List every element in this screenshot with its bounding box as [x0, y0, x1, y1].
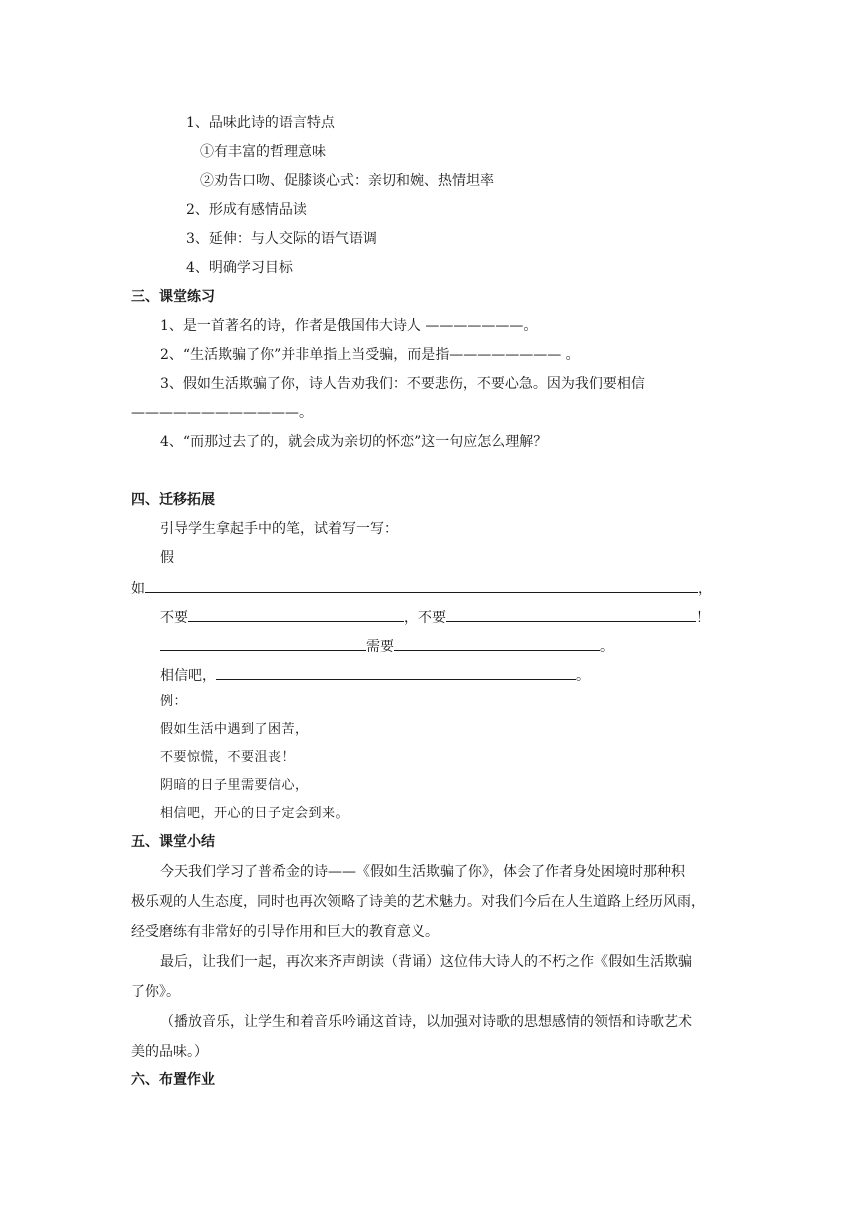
summary-p2-line-1: 最后，让我们一起，再次来齐声朗读（背诵）这位伟大诗人的不朽之作《假如生活欺骗	[160, 954, 692, 970]
summary-p1-line-1: 今天我们学习了普希金的诗——《假如生活欺骗了你》，体会了作者身处困境时那种积	[160, 864, 685, 880]
fill-blank-2[interactable]	[188, 606, 404, 622]
fill-blank-5[interactable]	[394, 635, 600, 651]
sub-item-2: ②劝告口吻、促膝谈心式：亲切和婉、热情坦率	[200, 173, 494, 189]
poem-fill-period-2: 。	[576, 668, 590, 684]
list-item-1: 1、品味此诗的语言特点	[186, 115, 335, 131]
fill-blank-6[interactable]	[216, 664, 576, 680]
exercise-question-4: 4、“而那过去了的，就会成为亲切的怀恋”这一句应怎么理解？	[160, 434, 548, 450]
example-line-1: 假如生活中遇到了困苦，	[160, 722, 309, 737]
example-label: 例：	[160, 694, 188, 709]
poem-fill-line-4	[160, 664, 590, 686]
section-heading-practice: 三、课堂练习	[131, 289, 215, 305]
poem-fill-ru: 如	[131, 581, 145, 597]
poem-fill-xuyao: 需要	[366, 639, 394, 655]
poem-fill-line-1	[131, 577, 712, 599]
exercise-question-3: 3、假如生活欺骗了你，诗人告劝我们：不要悲伤，不要心急。因为我们要相信	[160, 376, 645, 392]
fill-blank-1[interactable]	[145, 577, 698, 593]
example-line-4: 相信吧，开心的日子定会到来。	[160, 806, 350, 821]
list-item-4: 4、明确学习目标	[186, 260, 293, 276]
poem-fill-exclaim: ！	[696, 610, 710, 626]
fill-blank-4[interactable]	[160, 635, 366, 651]
fill-blank-3[interactable]	[446, 606, 696, 622]
example-line-2: 不要惊慌，不要沮丧！	[160, 750, 296, 765]
poem-fill-xiangxin: 相信吧，	[160, 668, 216, 684]
poem-fill-line-3	[160, 635, 614, 657]
summary-p1-line-2: 极乐观的人生态度，同时也再次领略了诗美的艺术魅力。对我们今后在人生道路上经历风雨，	[131, 894, 705, 910]
section-heading-extension: 四、迁移拓展	[131, 492, 215, 508]
exercise-question-1: 1、是一首著名的诗，作者是俄国伟大诗人 ———————。	[160, 318, 538, 334]
summary-p3-line-2: 美的品味。）	[131, 1044, 208, 1060]
section-heading-summary: 五、课堂小结	[131, 834, 215, 850]
sub-item-1: ①有丰富的哲理意味	[200, 144, 326, 160]
summary-p1-line-3: 经受磨练有非常好的引导作用和巨大的教育意义。	[131, 924, 439, 940]
example-line-3: 阴暗的日子里需要信心，	[160, 778, 309, 793]
exercise-question-3-blank: ————————————。	[131, 405, 313, 421]
list-item-2: 2、形成有感情品读	[186, 202, 307, 218]
poem-fill-comma-buyao: ，不要	[404, 610, 446, 626]
poem-fill-jia: 假	[160, 550, 174, 566]
list-item-3: 3、延伸：与人交际的语气语调	[186, 231, 377, 247]
poem-fill-period: 。	[600, 639, 614, 655]
summary-p3-line-1: （播放音乐，让学生和着音乐吟诵这首诗，以加强对诗歌的思想感情的领悟和诗歌艺术	[160, 1014, 692, 1030]
section-heading-homework: 六、布置作业	[131, 1072, 215, 1088]
extension-intro: 引导学生拿起手中的笔，试着写一写：	[160, 521, 398, 537]
poem-fill-line-2	[160, 606, 710, 628]
exercise-question-2: 2、“生活欺骗了你”并非单指上当受骗，而是指———————— 。	[160, 347, 580, 363]
poem-fill-buyao: 不要	[160, 610, 188, 626]
summary-p2-line-2: 了你》。	[131, 984, 180, 1000]
poem-fill-comma: ，	[698, 581, 712, 597]
